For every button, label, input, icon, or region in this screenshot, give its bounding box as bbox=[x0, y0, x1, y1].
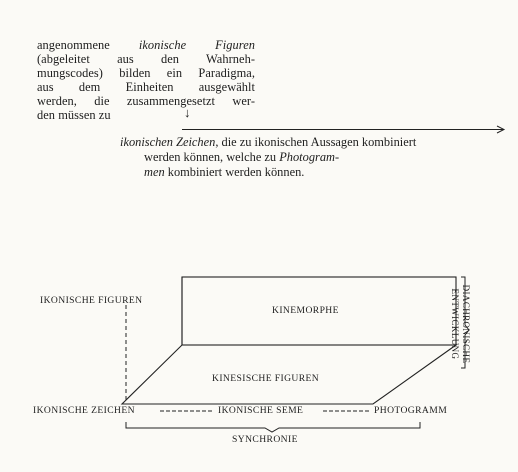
label-kinesische-figuren: KINESISCHE FIGUREN bbox=[212, 373, 320, 384]
text-line: den müssen zu bbox=[37, 108, 111, 123]
italic-term: Photogram- bbox=[279, 149, 340, 164]
text-span: kombiniert werden können. bbox=[164, 164, 305, 179]
text-span: , die zu ikonischen Aussagen kombiniert bbox=[215, 135, 417, 149]
label-photogramm: PHOTOGRAMM bbox=[374, 405, 448, 416]
text-line: (abgeleitet aus den Wahrneh- bbox=[37, 52, 255, 67]
label-diachronische: DIACHRONISCHE bbox=[461, 284, 471, 364]
text-span: angenommene bbox=[37, 38, 139, 52]
text-line: mungscodes) bilden ein Paradigma, bbox=[37, 66, 255, 81]
italic-term: men bbox=[144, 164, 165, 179]
text-span: werden können, welche zu bbox=[144, 149, 280, 164]
label-kinemorphe: KINEMORPHE bbox=[272, 305, 339, 316]
down-arrow-icon: ↓ bbox=[184, 105, 191, 120]
label-ikonische-zeichen: IKONISCHE ZEICHEN bbox=[33, 405, 135, 416]
label-synchronie: SYNCHRONIE bbox=[232, 434, 298, 445]
label-ikonische-figuren: IKONISCHE FIGUREN bbox=[40, 295, 143, 306]
italic-term: ikonischen Zeichen bbox=[120, 135, 216, 149]
text-line: werden, die zusammengesetzt wer- bbox=[37, 94, 255, 109]
synchronie-bracket bbox=[126, 422, 420, 432]
label-entwicklung: ENTWICKLUNG bbox=[450, 288, 460, 360]
label-ikonische-seme: IKONISCHE SEME bbox=[218, 405, 304, 416]
italic-term: ikonische Figuren bbox=[138, 38, 255, 52]
text-line: aus dem Einheiten ausgewählt bbox=[37, 80, 255, 95]
